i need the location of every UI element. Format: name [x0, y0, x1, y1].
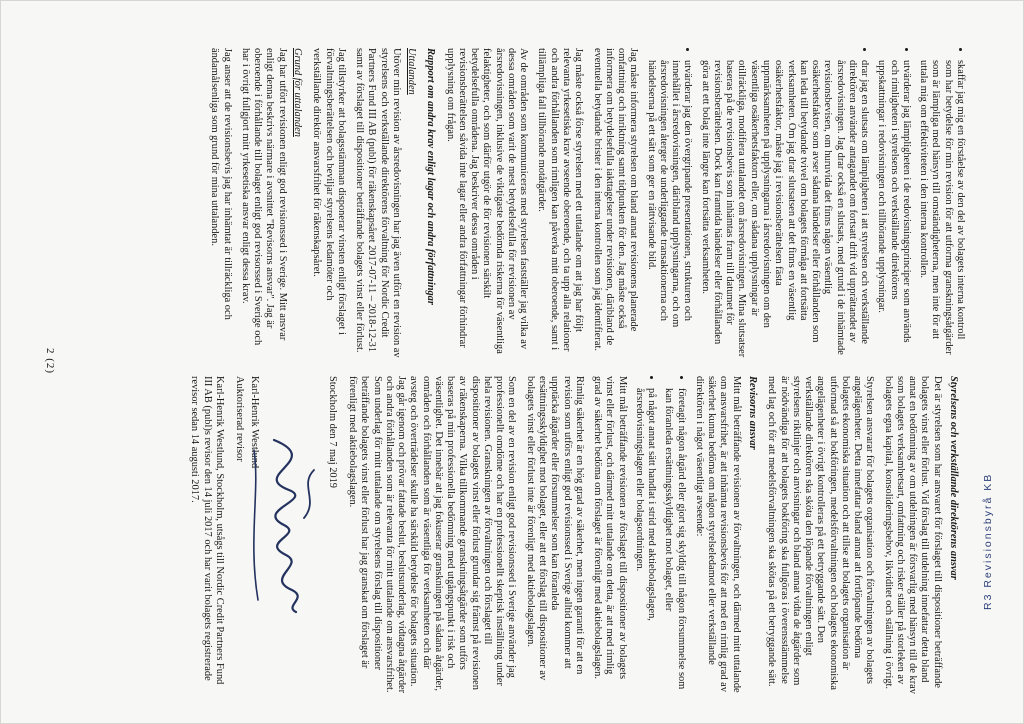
auditor-bullet: • på något annat sätt handlat i strid med aktiebolagslagen, årsredovisningslagen eller bolagsordningen. [633, 388, 658, 694]
auditor-bullet: • företagit någon åtgärd eller gjort sig skyldig till någon försummelse som kan föranleda ersättningsskyldighet mot bolaget, eller [662, 388, 687, 694]
paragraph: Jag har utfört revisionen enligt god revisionssed i Sverige. Mitt ansvar enligt denna beskrivs närmare i avsnittet "Revisorns ansvar". Jag är oberoende i förhållande till bolaget enligt god revisorssed i Sverige och har i övrigt fullgjort mitt yrkesetiska ansvar enligt dessa krav. [239, 48, 288, 346]
paragraph: Utöver min revision av årsredovisningen har jag även utfört en revision av styrelsens och verkställande direktörens förvaltning för Nordic Credit Partners Fund III AB (publ) för räkenskapsåret 2017-07-11 – 2018-12-31 samt av förslaget till dispositioner beträffande bolagets vinst eller förlust. [354, 48, 402, 358]
paragraph: Jag tillstyrker att bolagsstämman disponerar vinsten enligt förslaget i förvaltningsberättelsen och beviljar styrelsens ledamöter och verkställande direktör ansvarsfrihet för räkenskapsåret. [311, 48, 347, 335]
subheading-uttalanden: Uttalanden [406, 48, 418, 95]
paragraph: Av de områden som kommuniceras med styrelsen fastställer jag vilka av dessa områden som varit de mest betydelsefulla för revisionen av årsredovisningen, inklusive de viktigaste bedömda riskerna för väsentliga felaktigheter, och som därför utgör de för revisionen särskilt betydelsefulla områdena. Jag beskriver dessa områden i revisionsberättelsen såvida inte lagar eller andra författningar förhindrar upplysning om frågan. [444, 48, 530, 354]
firm-logo [982, 473, 994, 610]
handwritten-signature [224, 430, 344, 620]
paragraph: Som en del av en revision enligt god revisionssed i Sverige använder jag professionellt omdöme och har en professionellt skeptisk inställning under hela revisionen. Granskningen av förvaltningen och förslaget till dispositioner av bolagets vinst eller förlust grundar sig främst på revisionen av räkenskaperna. Vilka tillkommande granskningsåtgärder som utförs baseras på min professionella bedömning med utgångspunkt i risk och väsentlighet. Det innebär att jag fokuserar granskningen på sådana åtgärder, områden och förhållanden som är väsentliga för verksamheten och där avsteg och överträdelser skulle ha särskild betydelse för bolagets situation. Jag går igenom och prövar fattade beslut, beslutsunderlag, vidtagna åtgärder och andra förhållanden som är relevanta för mitt uttalande om ansvarsfrihet. Som underlag för mitt uttalande om styrelsens förslag till dispositioner beträffande bolagets vinst eller förlust har jag granskat om förslaget är förenligt med aktiebolagslagen. [347, 376, 518, 694]
paragraph: Det är styrelsen som har ansvaret för förslaget till dispositioner beträffande bolagets vinst eller förlust. Vid förslag till utdelning innefattar detta bland annat en bedömning av om utdelningen är försvarlig med hänsyn till de krav som bolagets verksamhetsart, omfattning och risker ställer på storleken av bolagets egna kapital, konsolideringsbehov, likviditet och ställning i övrigt. [882, 376, 943, 694]
paragraph: Jag anser att de revisionsbevis jag har inhämtat är tillräckliga och ändamålsenliga som grund för mina uttalanden. [209, 48, 233, 320]
section-heading: Rapport om andra krav enligt lagar och andra författningar [425, 48, 437, 305]
heading-board-responsibility: Styrelsens och verkställande direktörens ansvar [948, 376, 959, 580]
paragraph: Mitt mål beträffande revisionen av förvaltningen, och därmed mitt uttalande om ansvarsfrihet, är att inhämta revisionsbevis för att med en rimlig grad av säkerhet kunna bedöma om någon styrelseledamot eller verkställande direktören i något väsentligt avseende: [693, 376, 742, 693]
firm-logo-text: R3 Revisionsbyrå KB [982, 472, 994, 610]
subheading-grund: Grund för uttalanden [291, 48, 303, 137]
intro-bullet: • utvärderar jag lämpligheten i de redovisningsprinciper som används och rimligheten i styrelsens och verkställande direktörens uppskattningar i redovisningen och tillhörande upplysningar. [875, 60, 912, 358]
paragraph: Rimlig säkerhet är en hög grad av säkerhet, men ingen garanti för att en revision som utförs enligt god revisionssed i Sverige alltid kommer att upptäcka åtgärder eller försummelser som kan föranleda ersättningsskyldighet mot bolaget, eller att ett förslag till dispositioner av bolagets vinst eller förlust inte är förenligt med aktiebolagslagen. [524, 376, 585, 681]
paragraph: Jag måste också förse styrelsen med ett uttalande om att jag har följt relevanta yrkesetiska krav avseende oberoende, och ta upp alla relationer och andra förhållanden som rimligen kan påverka mitt oberoende, samt i tillämpliga fall tillhörande motåtgärder. [536, 48, 585, 352]
auditor-name: Karl-Henrik Westlund [248, 376, 260, 469]
page-number: 2 (2) [44, 348, 56, 375]
auditor-title: Auktoriserad revisor [234, 376, 246, 462]
left-column [202, 48, 966, 358]
intro-bullet: • skaffar jag mig en förståelse av den del av bolagets interna kontroll som har betydelse för min revision för att utforma granskningsåtgärder som är lämpliga med hänsyn till omständigheterna, men inte för att uttala mig om effektiviteten i den interna kontrollen. [917, 60, 966, 358]
heading-auditor-responsibility: Revisorns ansvar [747, 376, 759, 450]
paragraph: Jag måste informera styrelsen om bland annat revisionens planerade omfattning och inriktning samt tidpunkten för den. Jag måste också informera om betydelsefulla iakttagelser under revisionen, däribland de eventuella betydande brister i den interna kontrollen som jag identifierat. [591, 48, 640, 351]
paragraph: Mitt mål beträffande revisionen av förslaget till dispositioner av bolagets vinst eller förlust, och därmed mitt uttalande om detta, är att med rimlig grad av säkerhet bedöma om förslaget är förenligt med aktiebolagslagen. [592, 376, 628, 680]
paragraph: Karl-Henrik Westlund, Stockholm, utsågs till Nordic Credit Partners Fund III AB (publ)s revisor den 14 juli 2017 och har varit bolagets registrerade revisor sedan 14 augusti 2017. [189, 376, 225, 685]
intro-bullet: • drar jag en slutsats om lämpligheten i att styrelsen och verkställande direktören använder antagandet om fortsatt drift vid upprättandet av årsredovisningen. Jag drar också en slutsats, med grund i de inhämtade revisionsbevisen, om huruvida det finns någon väsentlig osäkerhetsfaktor som avser sådana händelser eller förhållanden som kan leda till betydande tvivel om bolagets förmåga att fortsätta verksamheten. Om jag drar slutsatsen att det finns en väsentlig osäkerhetsfaktor, måste jag i revisionsberättelsen fästa uppmärksamheten på upplysningarna i årsredovisningen om den väsentliga osäkerhetsfaktorn eller, om sådana upplysningar är otillräckliga, modifiera uttalandet om årsredovisningen. Mina slutsatser baseras på de revisionsbevis som inhämtas fram till datumet för revisionsberättelsen. Dock kan framtida händelser eller förhållanden göra att ett bolag inte längre kan fortsätta verksamheten. [698, 60, 870, 358]
signing-place-date: Stockholm den 7 maj 2019 [326, 376, 338, 488]
intro-bullet-list [644, 48, 966, 358]
auditor-bullet-list [633, 376, 687, 694]
paragraph: Styrelsen ansvarar för bolagets organisation och förvaltningen av bolagets angelägenheter. Detta innefattar bland annat att fortlöpande bedöma bolagets ekonomiska situation och att tillse att bolagets organisation är utformad så att bokföringen, medelsförvaltningen och bolagets ekonomiska angelägenheter i övrigt kontrolleras på ett betryggande sätt. Den verkställande direktören ska sköta den löpande förvaltningen enligt styrelsens riktlinjer och anvisningar och bland annat vidta de åtgärder som är nödvändiga för att bolagets bokföring ska fullgöras i överensstämmelse med lag och för att medelsförvaltningen ska skötas på ett betryggande sätt. [766, 376, 876, 690]
intro-bullet: • utvärderar jag den övergripande presentationen, strukturen och innehållet i årsredovisningen, däribland upplysningarna, och om årsredovisningen återger de underliggande transaktionerna och händelserna på ett sätt som ger en rättvisande bild. [644, 60, 693, 358]
